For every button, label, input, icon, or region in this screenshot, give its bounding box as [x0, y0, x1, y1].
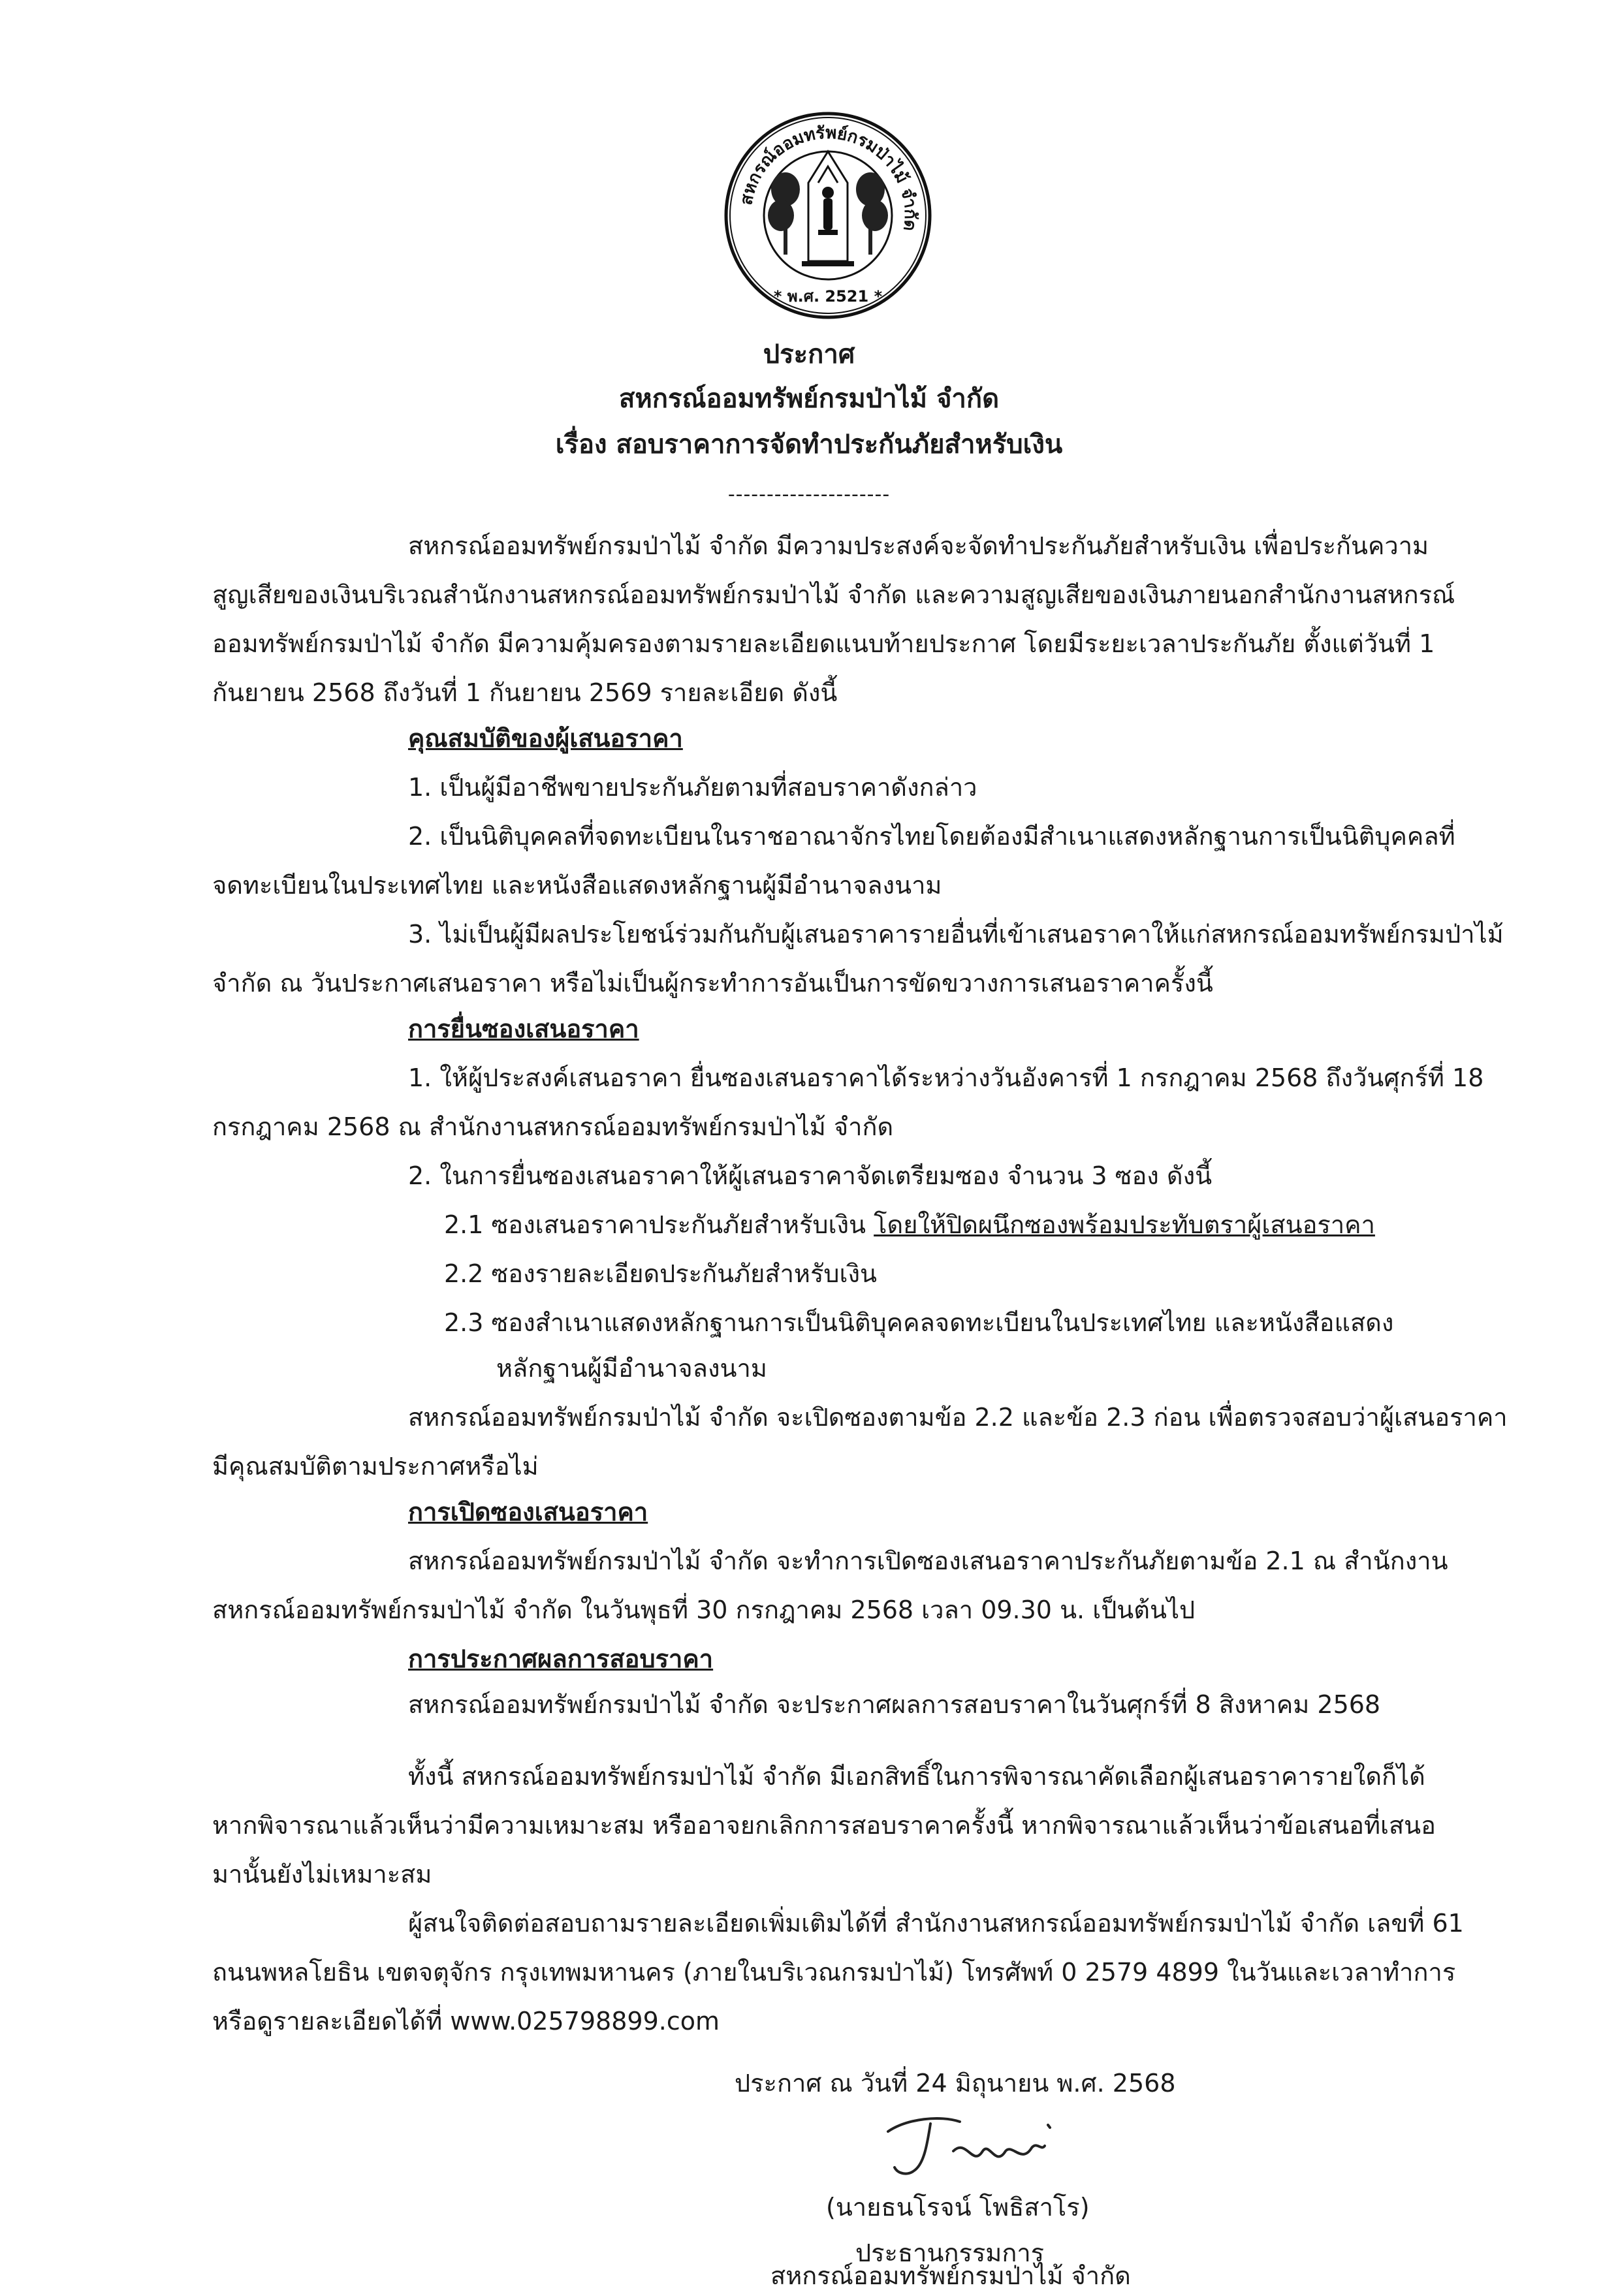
handwritten-signature — [868, 2105, 1077, 2184]
rights-line-1: ทั้งนี้ สหกรณ์ออมทรัพย์กรมป่าไม้ จำกัด มีเอกสิทธิ์ในการพิจารณาคัดเลือกผู้เสนอราคารายใดก็ได้ — [408, 1762, 1425, 1791]
qualification-item-2-line-1: 2. เป็นนิติบุคคลที่จดทะเบียนในราชอาณาจักรไทยโดยต้องมีสำเนาแสดงหลักฐานการเป็นนิติบุคคลที่ — [408, 822, 1455, 851]
submission-item-2: 2. ในการยื่นซองเสนอราคาให้ผู้เสนอราคาจัดเตรียมซอง จำนวน 3 ซอง ดังนี้ — [408, 1161, 1213, 1190]
opening-line-2: สหกรณ์ออมทรัพย์กรมป่าไม้ จำกัด ในวันพุธที่ 30 กรกฎาคม 2568 เวลา 09.30 น. เป็นต้นไป — [212, 1596, 1196, 1624]
svg-text:สหกรณ์ออมทรัพย์กรมป่าไม้ จำกัด: สหกรณ์ออมทรัพย์กรมป่าไม้ จำกัด — [737, 123, 921, 232]
qualification-item-3-line-2: จำกัด ณ วันประกาศเสนอราคา หรือไม่เป็นผู้กระทำการอันเป็นการขัดขวางการเสนอราคาครั้งนี้ — [212, 969, 1213, 998]
submission-item-1-line-2: กรกฎาคม 2568 ณ สำนักงานสหกรณ์ออมทรัพย์กรมป่าไม้ จำกัด — [212, 1112, 894, 1141]
qualification-item-2-line-2: จดทะเบียนในประเทศไทย และหนังสือแสดงหลักฐานผู้มีอำนาจลงนาม — [212, 871, 942, 900]
signatory-organization: สหกรณ์ออมทรัพย์กรมป่าไม้ จำกัด — [770, 2261, 1131, 2290]
announcement-heading: การประกาศผลการสอบราคา — [408, 1644, 714, 1673]
contact-line-3: หรือดูรายละเอียดได้ที่ www.025798899.com — [212, 2007, 720, 2036]
submission-sub-item-2-3-line-2: หลักฐานผู้มีอำนาจลงนาม — [496, 1354, 767, 1383]
organization-title: สหกรณ์ออมทรัพย์กรมป่าไม้ จำกัด — [618, 384, 1000, 414]
opening-heading: การเปิดซองเสนอราคา — [408, 1498, 648, 1526]
subject-title: เรื่อง สอบราคาการจัดทำประกันภัยสำหรับเงิน — [555, 430, 1063, 460]
opening-line-1: สหกรณ์ออมทรัพย์กรมป่าไม้ จำกัด จะทำการเปิดซองเสนอราคาประกันภัยตามข้อ 2.1 ณ สำนักงาน — [408, 1547, 1448, 1575]
document-title: ประกาศ — [763, 339, 855, 370]
submission-sub-item-2-3-line-1: 2.3 ซองสำเนาแสดงหลักฐานการเป็นนิติบุคคลจดทะเบียนในประเทศไทย และหนังสือแสดง — [444, 1308, 1394, 1337]
intro-line-3: ออมทรัพย์กรมป่าไม้ จำกัด มีความคุ้มครองตามรายละเอียดแนบท้ายประกาศ โดยมีระยะเวลาประกันภัย ตั้งแต่วันที่ 1 — [212, 629, 1435, 658]
qualification-item-3-line-1: 3. ไม่เป็นผู้มีผลประโยชน์ร่วมกันกับผู้เสนอราคารายอื่นที่เข้าเสนอราคาให้แก่สหกรณ์ออมทรัพย์กรมป่าไม้ — [408, 920, 1504, 949]
submission-heading: การยื่นซองเสนอราคา — [408, 1014, 639, 1043]
announcement-line-1: สหกรณ์ออมทรัพย์กรมป่าไม้ จำกัด จะประกาศผลการสอบราคาในวันศุกร์ที่ 8 สิงหาคม 2568 — [408, 1690, 1381, 1719]
sub-item-2-1-seal-note: โดยให้ปิดผนึกซองพร้อมประทับตราผู้เสนอราคา — [874, 1210, 1375, 1239]
svg-text:* พ.ศ. 2521 *: * พ.ศ. 2521 * — [773, 287, 883, 306]
rights-line-2: หากพิจารณาแล้วเห็นว่ามีความเหมาะสม หรืออาจยกเลิกการสอบราคาครั้งนี้ หากพิจารณาแล้วเห็นว่าข้อเสนอที่เสนอ — [212, 1811, 1436, 1840]
submission-sub-item-2-2: 2.2 ซองรายละเอียดประกันภัยสำหรับเงิน — [444, 1259, 878, 1288]
cooperative-seal — [723, 111, 932, 320]
intro-line-4: กันยายน 2568 ถึงวันที่ 1 กันยายน 2569 รายละเอียด ดังนี้ — [212, 678, 838, 707]
separator-line: --------------------- — [727, 483, 891, 506]
qualification-item-1: 1. เป็นผู้มีอาชีพขายประกันภัยตามที่สอบราคาดังกล่าว — [408, 773, 977, 802]
contact-line-2: ถนนพหลโยธิน เขตจตุจักร กรุงเทพมหานคร (ภายในบริเวณกรมป่าไม้) โทรศัพท์ 0 2579 4899 ในวันและเวลาทำการ — [212, 1958, 1456, 1987]
contact-line-1: ผู้สนใจติดต่อสอบถามรายละเอียดเพิ่มเติมได้ที่ สำนักงานสหกรณ์ออมทรัพย์กรมป่าไม้ จำกัด เลขที่ 61 — [408, 1909, 1464, 1938]
submission-note-line-2: มีคุณสมบัติตามประกาศหรือไม่ — [212, 1452, 539, 1481]
rights-line-3: มานั้นยังไม่เหมาะสม — [212, 1860, 432, 1889]
intro-line-1: สหกรณ์ออมทรัพย์กรมป่าไม้ จำกัด มีความประสงค์จะจัดทำประกันภัยสำหรับเงิน เพื่อประกันความ — [408, 531, 1429, 560]
signatory-position: ประธานกรรมการ — [855, 2239, 1045, 2267]
signatory-name: (นายธนโรจน์ โพธิสาโร) — [826, 2193, 1090, 2222]
submission-item-1-line-1: 1. ให้ผู้ประสงค์เสนอราคา ยื่นซองเสนอราคาได้ระหว่างวันอังคารที่ 1 กรกฎาคม 2568 ถึงวันศุกร์ที่ 18 — [408, 1063, 1484, 1092]
sub-item-2-1-text: 2.1 ซองเสนอราคาประกันภัยสำหรับเงิน — [444, 1210, 874, 1239]
intro-line-2: สูญเสียของเงินบริเวณสำนักงานสหกรณ์ออมทรัพย์กรมป่าไม้ จำกัด และความสูญเสียของเงินภายนอกสำนักงานสหกรณ์ — [212, 580, 1455, 609]
announcement-date: ประกาศ ณ วันที่ 24 มิถุนายน พ.ศ. 2568 — [735, 2069, 1176, 2098]
qualifications-heading: คุณสมบัติของผู้เสนอราคา — [408, 724, 683, 753]
submission-sub-item-2-1 — [444, 1204, 1375, 1245]
submission-note-line-1: สหกรณ์ออมทรัพย์กรมป่าไม้ จำกัด จะเปิดซองตามข้อ 2.2 และข้อ 2.3 ก่อน เพื่อตรวจสอบว่าผู้เสนอราคา — [408, 1403, 1508, 1432]
